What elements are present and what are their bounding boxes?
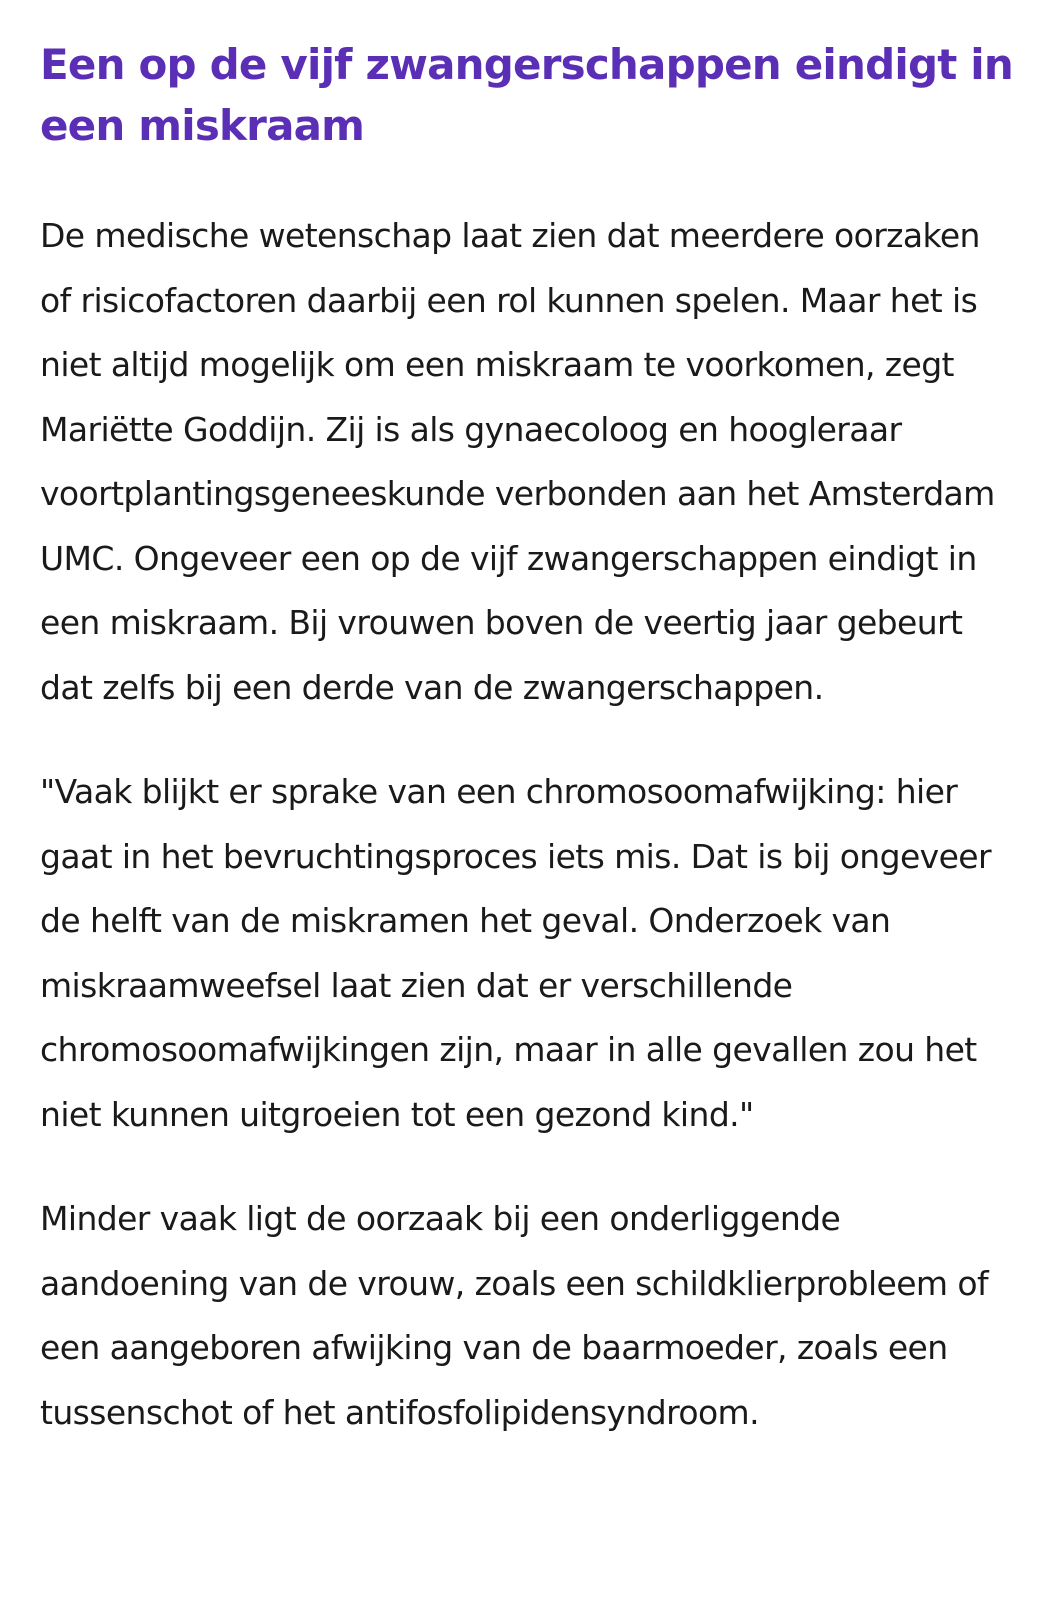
article — [40, 34, 1013, 1445]
article-paragraph-1: De medische wetenschap laat zien dat meerdere oorzaken of risicofactoren daarbij een rol kunnen spelen. Maar het is niet altijd mogelijk om een miskraam te voorkomen, zegt Mariëtte Goddijn. Zij is als gynaecoloog en hoogleraar voortplantingsgeneeskunde verbonden aan het Amsterdam UMC. Ongeveer een op de vijf zwangerschappen eindigt in een miskraam. Bij vrouwen boven de veertig jaar gebeurt dat zelfs bij een derde van de zwangerschappen. — [40, 216, 995, 707]
article-paragraph-3: Minder vaak ligt de oorzaak bij een onderliggende aandoening van de vrouw, zoals een schildklierprobleem of een aangeboren afwijking van de baarmoeder, zoals een tussenschot of het antifosfolipidensyndroom. — [40, 1199, 988, 1432]
article-headline: Een op de vijf zwangerschappen eindigt in een miskraam — [40, 40, 1014, 150]
article-paragraph-2: "Vaak blijkt er sprake van een chromosoomafwijking: hier gaat in het bevruchtingsproces iets mis. Dat is bij ongeveer de helft van de miskramen het geval. Onderzoek van miskraamweefsel laat zien dat er verschillende chromosoomafwijkingen zijn, maar in alle gevallen zou het niet kunnen uitgroeien tot een gezond kind." — [40, 772, 991, 1134]
